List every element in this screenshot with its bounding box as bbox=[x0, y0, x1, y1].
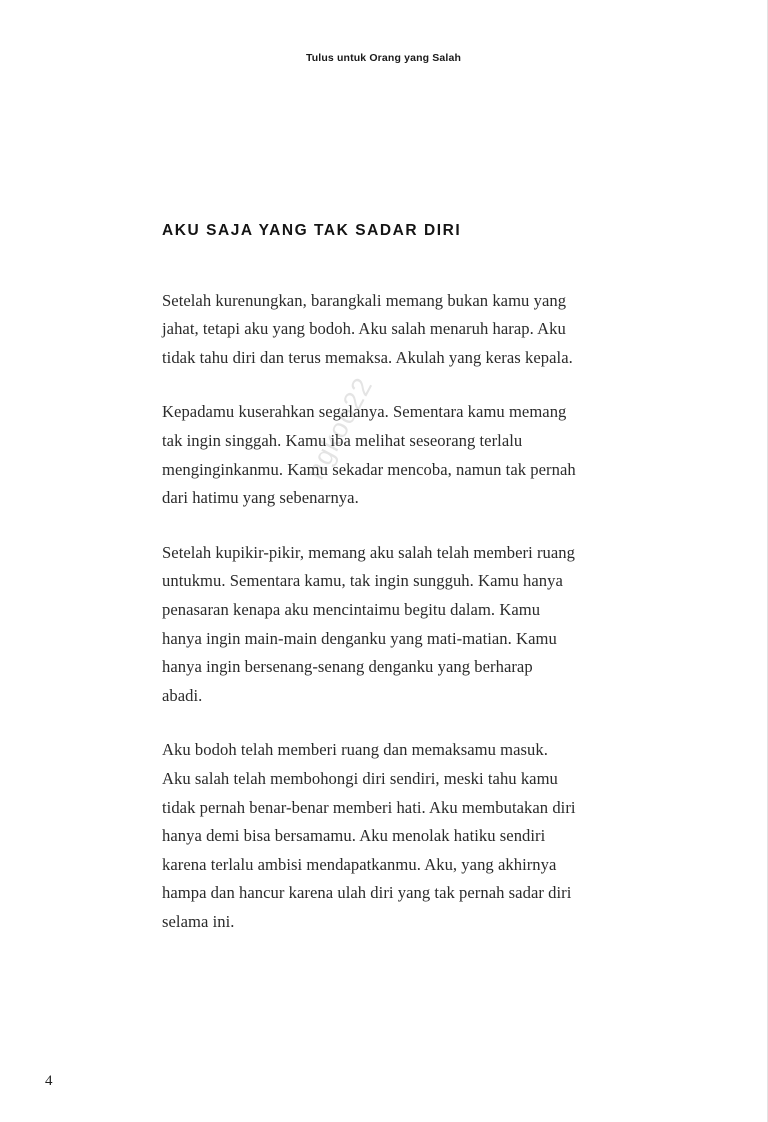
body-paragraph: Setelah kurenungkan, barangkali memang bukan kamu yang jahat, tetapi aku yang bodoh. Aku salah menaruh harap. Aku tidak tahu diri dan terus memaksa. Akulah yang keras kepala. bbox=[162, 290, 573, 367]
body-paragraph: Kepadamu kuserahkan segalanya. Sementara kamu memang tak ingin singgah. Kamu iba melihat seseorang terlalu menginginkanmu. Kamu sekadar mencoba, namun tak pernah dari hatimu yang sebenarnya. bbox=[162, 402, 576, 508]
chapter-title: AKU SAJA YANG TAK SADAR DIRI bbox=[162, 222, 462, 239]
watermark-text: ngkoo22 bbox=[300, 372, 379, 485]
page-number: 4 bbox=[45, 1073, 53, 1089]
body-paragraph: Setelah kupikir-pikir, memang aku salah telah memberi ruang untukmu. Sementara kamu, tak ingin sungguh. Kamu hanya penasaran kenapa aku mencintaimu begitu dalam. Kamu hanya ingin main-main denganku yang mati-matian. Kamu hanya ingin bersenang-senang denganku yang berharap abadi. bbox=[162, 542, 575, 705]
running-header: Tulus untuk Orang yang Salah bbox=[305, 52, 462, 64]
page-content bbox=[162, 222, 576, 936]
body-paragraph: Aku bodoh telah memberi ruang dan memaksamu masuk. Aku salah telah membohongi diri sendiri, meski tahu kamu tidak pernah benar-benar memberi hati. Aku membutakan diri hanya demi bisa bersamamu. Aku menolak hatiku sendiri karena terlalu ambisi mendapatkanmu. Aku, yang akhirnya hampa dan hancur karena ulah diri yang tak pernah sadar diri selama ini. bbox=[162, 740, 576, 931]
